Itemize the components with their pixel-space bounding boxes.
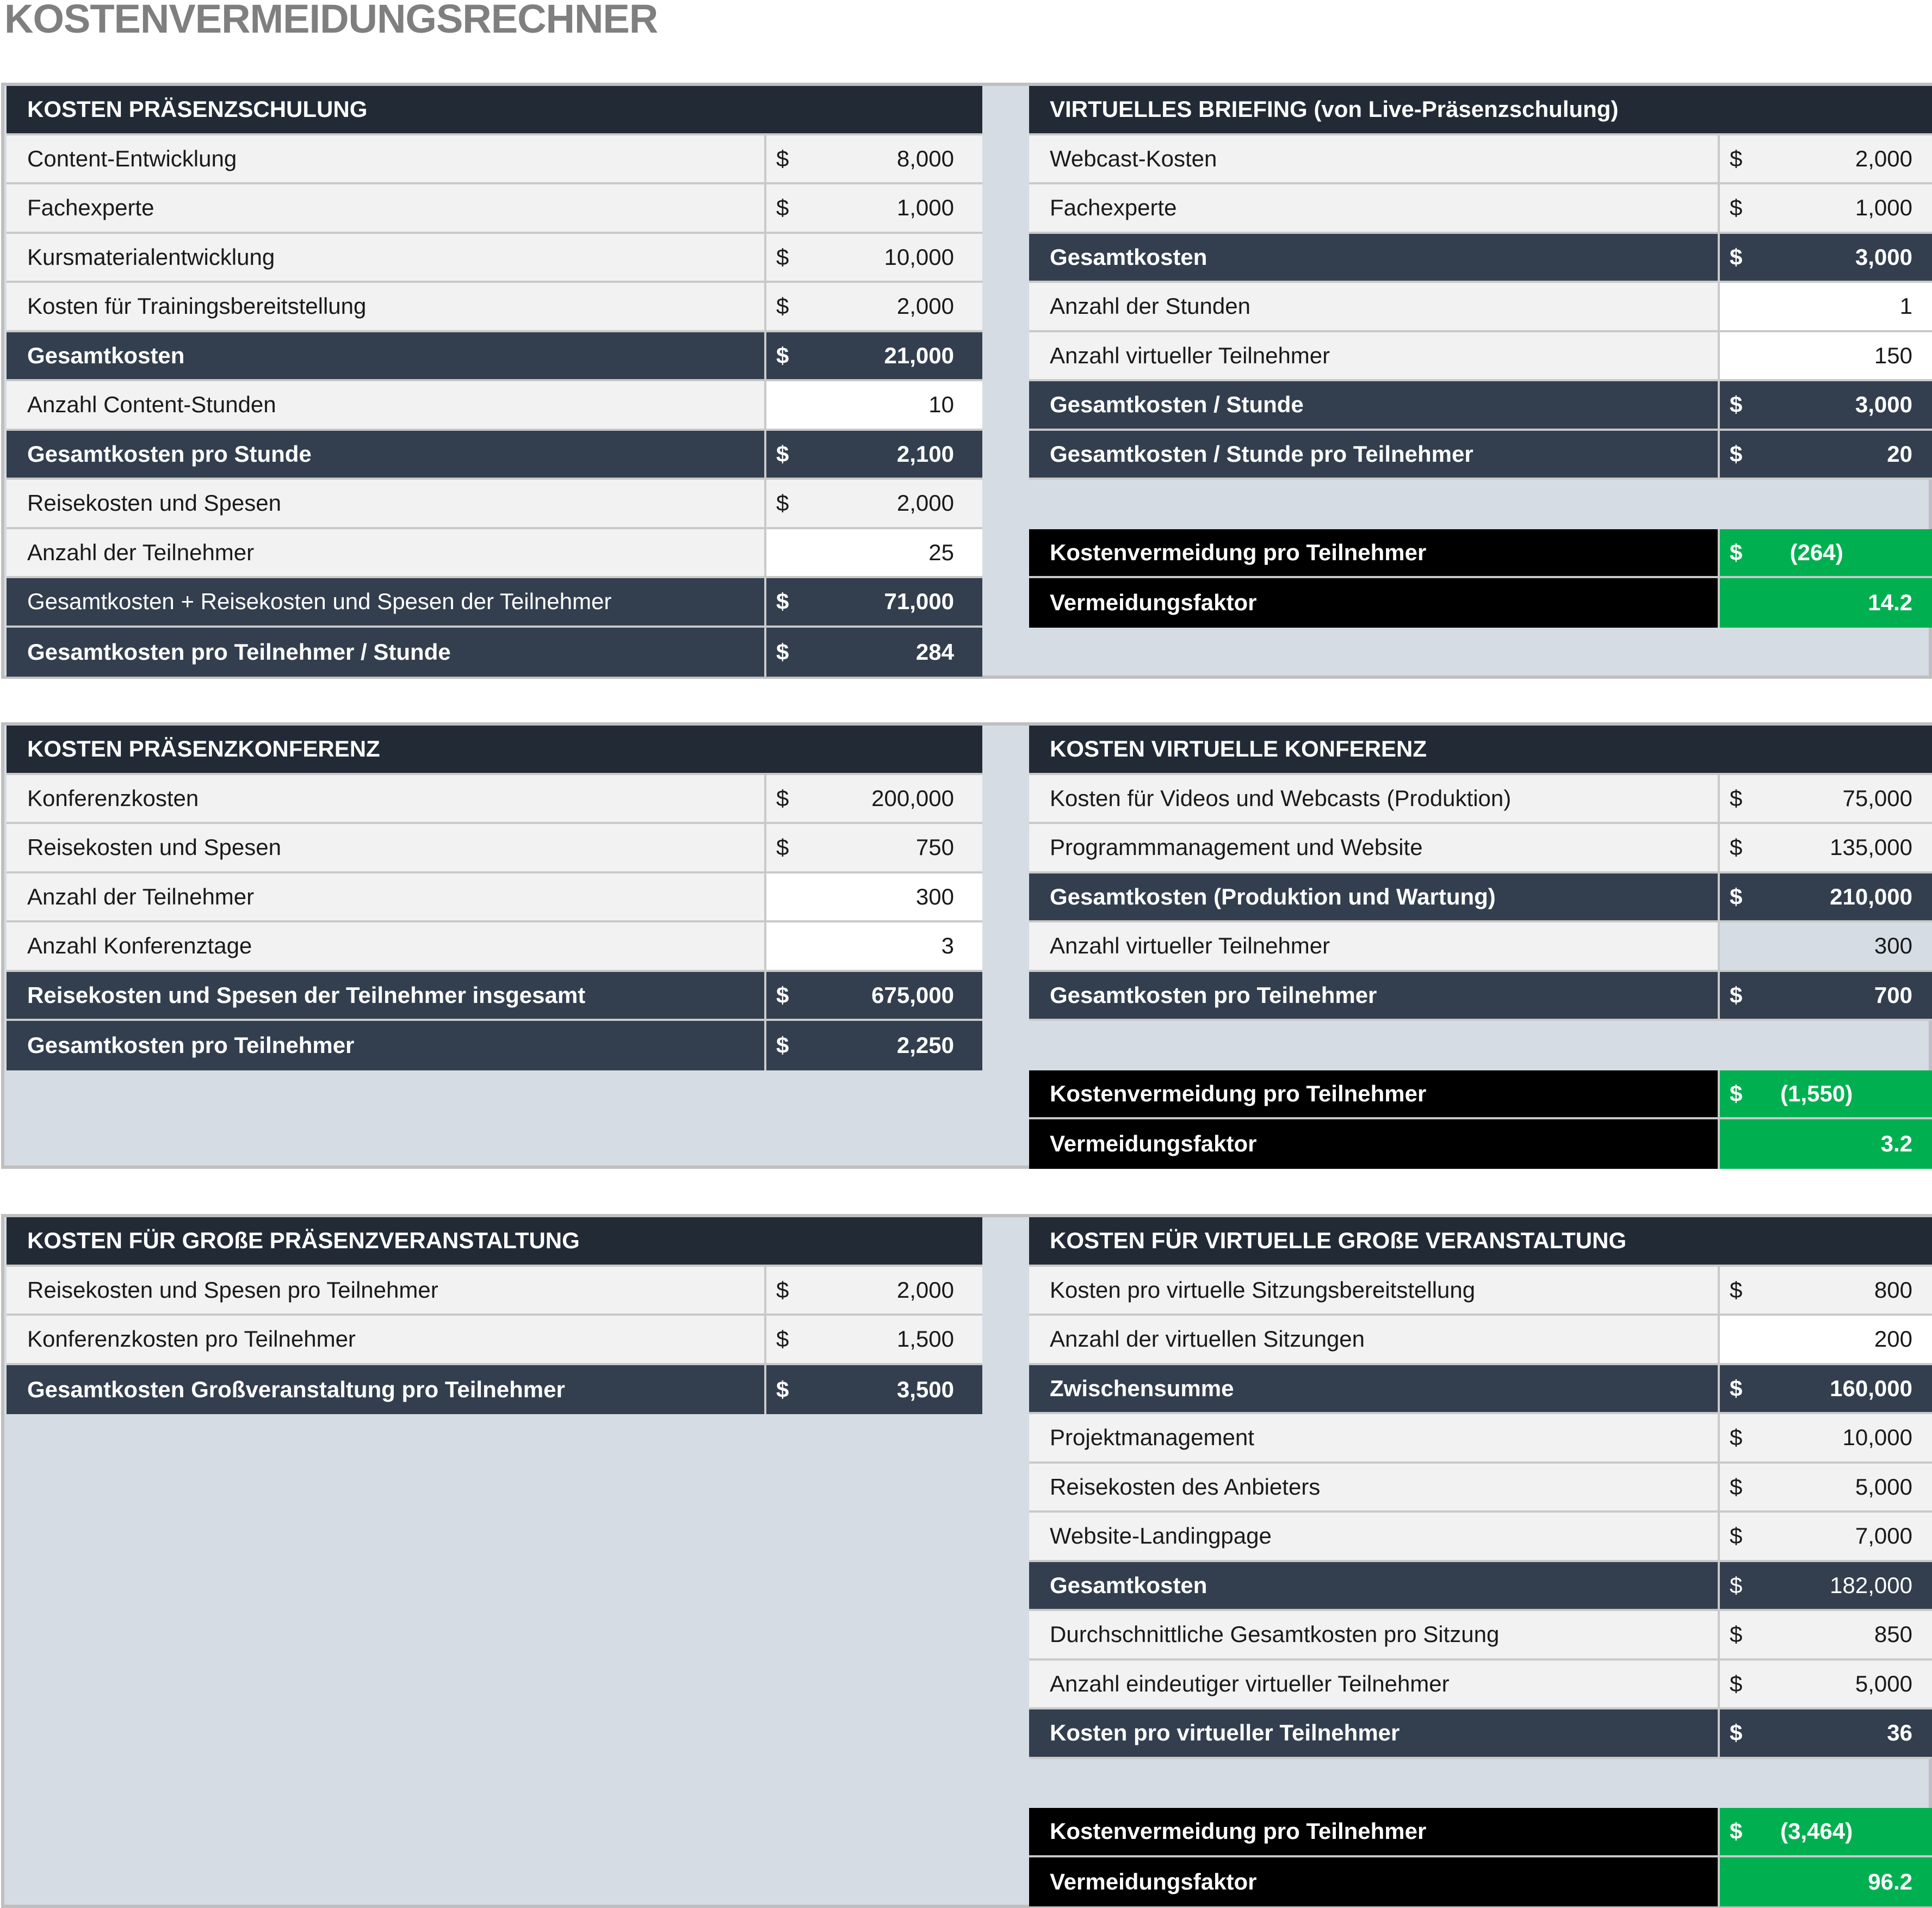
row-label: Gesamtkosten pro Teilnehmer bbox=[27, 1032, 355, 1058]
row-label: Kostenvermeidung pro Teilnehmer bbox=[1050, 1818, 1427, 1844]
total-row bbox=[7, 332, 982, 382]
value-cell bbox=[1718, 431, 1932, 478]
row-value: 10,000 bbox=[884, 244, 954, 270]
table-header: KOSTEN VIRTUELLE KONFERENZ bbox=[1029, 726, 1932, 775]
row-value: 25 bbox=[928, 539, 954, 565]
row-value: 1,500 bbox=[896, 1326, 954, 1352]
row-label: Zwischensumme bbox=[1050, 1375, 1234, 1401]
table-row bbox=[1029, 135, 1932, 185]
currency-symbol: $ bbox=[1730, 1523, 1743, 1549]
value-cell bbox=[764, 972, 982, 1019]
savings-row bbox=[1029, 1070, 1932, 1120]
table-row bbox=[7, 234, 982, 283]
value-cell[interactable] bbox=[1718, 184, 1932, 232]
row-label: Kosten pro virtuelle Sitzungsbereitstellung bbox=[1050, 1277, 1476, 1303]
row-label: Gesamtkosten Großveranstaltung pro Teilnehmer bbox=[27, 1376, 565, 1402]
row-label: Reisekosten und Spesen der Teilnehmer insgesamt bbox=[27, 982, 586, 1008]
row-value: 850 bbox=[1874, 1621, 1912, 1647]
currency-symbol: $ bbox=[1730, 1720, 1743, 1746]
row-label: Konferenzkosten pro Teilnehmer bbox=[27, 1326, 356, 1352]
currency-symbol: $ bbox=[1730, 1473, 1743, 1500]
value-cell[interactable] bbox=[1718, 1316, 1932, 1363]
row-value: 10 bbox=[928, 392, 954, 418]
value-cell[interactable] bbox=[1718, 1414, 1932, 1461]
row-value: 150 bbox=[1874, 342, 1912, 368]
currency-symbol: $ bbox=[776, 834, 789, 860]
currency-symbol: $ bbox=[776, 293, 789, 319]
row-value: (3,464) bbox=[1780, 1818, 1853, 1844]
row-value: 300 bbox=[1874, 933, 1912, 959]
row-value: 20 bbox=[1887, 441, 1912, 467]
factor-row bbox=[1029, 1857, 1932, 1907]
section-training bbox=[1, 83, 1932, 679]
row-label: Kostenvermeidung pro Teilnehmer bbox=[1050, 539, 1427, 565]
row-label: Kosten für Trainingsbereitstellung bbox=[27, 293, 367, 319]
savings-row bbox=[1029, 529, 1932, 579]
row-label: Vermeidungsfaktor bbox=[1050, 1868, 1257, 1894]
row-label: Anzahl eindeutiger virtueller Teilnehmer bbox=[1050, 1670, 1450, 1696]
table-row bbox=[7, 283, 982, 332]
currency-symbol: $ bbox=[776, 244, 789, 270]
row-value: 8,000 bbox=[896, 145, 954, 171]
virtual-briefing-table bbox=[1029, 86, 1932, 628]
row-value: 75,000 bbox=[1842, 785, 1912, 811]
row-value: 5,000 bbox=[1855, 1670, 1912, 1696]
currency-symbol: $ bbox=[1730, 539, 1743, 565]
row-label: Website-Landingpage bbox=[1050, 1523, 1272, 1549]
row-value: 2,000 bbox=[896, 490, 954, 516]
value-cell bbox=[1718, 1562, 1932, 1609]
row-value: 5,000 bbox=[1855, 1473, 1912, 1500]
value-cell[interactable] bbox=[764, 1267, 982, 1314]
row-value: 210,000 bbox=[1830, 883, 1912, 909]
row-value: 200,000 bbox=[871, 785, 954, 811]
factor-value bbox=[1718, 578, 1932, 628]
currency-symbol: $ bbox=[1730, 1080, 1743, 1106]
value-cell bbox=[1718, 874, 1932, 921]
currency-symbol: $ bbox=[1730, 1670, 1743, 1696]
total-row bbox=[1029, 234, 1932, 283]
savings-row bbox=[1029, 1808, 1932, 1857]
row-value: 2,000 bbox=[1855, 145, 1912, 171]
currency-symbol: $ bbox=[1730, 785, 1743, 811]
row-label: Gesamtkosten (Produktion und Wartung) bbox=[1050, 883, 1496, 909]
table-row bbox=[7, 381, 982, 431]
row-value: (1,550) bbox=[1780, 1080, 1853, 1106]
value-cell bbox=[1718, 1365, 1932, 1413]
table-row bbox=[1029, 922, 1932, 972]
currency-symbol: $ bbox=[1730, 145, 1743, 171]
row-label: Kosten pro virtueller Teilnehmer bbox=[1050, 1720, 1400, 1746]
row-value: 135,000 bbox=[1830, 834, 1912, 860]
currency-symbol: $ bbox=[776, 145, 789, 171]
table-row bbox=[7, 824, 982, 874]
row-label: Webcast-Kosten bbox=[1050, 145, 1217, 171]
value-cell bbox=[764, 1021, 982, 1070]
row-label: Reisekosten und Spesen bbox=[27, 490, 281, 516]
row-label: Anzahl Content-Stunden bbox=[27, 392, 276, 418]
section-large-event bbox=[1, 1214, 1932, 1908]
row-value: 182,000 bbox=[1830, 1572, 1912, 1598]
in-person-large-event-table bbox=[7, 1217, 982, 1414]
value-cell[interactable] bbox=[764, 480, 982, 527]
row-label: Fachexperte bbox=[1050, 195, 1177, 221]
value-cell[interactable] bbox=[1718, 1611, 1932, 1658]
row-label: Reisekosten und Spesen pro Teilnehmer bbox=[27, 1277, 438, 1303]
row-label: Anzahl Konferenztage bbox=[27, 933, 252, 959]
value-cell[interactable] bbox=[1718, 1661, 1932, 1708]
row-label: Kosten für Videos und Webcasts (Produktion) bbox=[1050, 785, 1512, 811]
table-header: KOSTEN FÜR VIRTUELLE GROßE VERANSTALTUNG bbox=[1029, 1217, 1932, 1267]
in-person-training-table bbox=[7, 86, 982, 677]
currency-symbol: $ bbox=[776, 1376, 789, 1402]
row-value: 1 bbox=[1899, 293, 1912, 319]
row-value: (264) bbox=[1789, 539, 1843, 565]
row-value: 14.2 bbox=[1868, 590, 1912, 616]
row-value: 2,000 bbox=[896, 293, 954, 319]
currency-symbol: $ bbox=[1730, 1818, 1743, 1844]
value-cell[interactable] bbox=[1718, 1513, 1932, 1560]
currency-symbol: $ bbox=[776, 1277, 789, 1303]
row-value: 750 bbox=[915, 834, 954, 860]
row-value: 2,000 bbox=[896, 1277, 954, 1303]
row-value: 36 bbox=[1887, 1720, 1912, 1746]
value-cell[interactable] bbox=[764, 135, 982, 183]
table-row bbox=[7, 135, 982, 185]
row-label: Durchschnittliche Gesamtkosten pro Sitzung bbox=[1050, 1621, 1500, 1647]
row-label: Konferenzkosten bbox=[27, 785, 199, 811]
table-row bbox=[7, 529, 982, 579]
table-row bbox=[1029, 775, 1932, 825]
row-label: Kostenvermeidung pro Teilnehmer bbox=[1050, 1080, 1427, 1106]
total-row bbox=[7, 1365, 982, 1415]
factor-row bbox=[1029, 1119, 1932, 1169]
row-value: 1,000 bbox=[1855, 195, 1912, 221]
currency-symbol: $ bbox=[776, 785, 789, 811]
value-cell[interactable] bbox=[764, 824, 982, 871]
currency-symbol: $ bbox=[1730, 1424, 1743, 1451]
row-value: 2,250 bbox=[896, 1032, 954, 1058]
table-row bbox=[7, 480, 982, 529]
value-cell[interactable] bbox=[764, 775, 982, 822]
page-title: KOSTENVERMEIDUNGSRECHNER bbox=[4, 0, 658, 41]
factor-row bbox=[1029, 578, 1932, 628]
table-row bbox=[1029, 184, 1932, 234]
table-header: KOSTEN PRÄSENZKONFERENZ bbox=[7, 726, 982, 775]
value-cell bbox=[764, 332, 982, 380]
row-value: 3.2 bbox=[1880, 1131, 1912, 1157]
row-label: Anzahl der Stunden bbox=[1050, 293, 1250, 319]
table-row bbox=[1029, 1513, 1932, 1562]
row-value: 3 bbox=[941, 933, 954, 959]
row-label: Gesamtkosten pro Teilnehmer bbox=[1050, 982, 1377, 1008]
currency-symbol: $ bbox=[1730, 1572, 1743, 1598]
row-value: 3,000 bbox=[1855, 244, 1912, 270]
currency-symbol: $ bbox=[776, 490, 789, 516]
virtual-conference-table bbox=[1029, 726, 1932, 1169]
table-header: VIRTUELLES BRIEFING (von Live-Präsenzschulung) bbox=[1029, 86, 1932, 135]
row-value: 3,000 bbox=[1855, 392, 1912, 418]
currency-symbol: $ bbox=[776, 1032, 789, 1058]
total-row bbox=[7, 1021, 982, 1070]
row-value: 7,000 bbox=[1855, 1523, 1912, 1549]
table-row bbox=[1029, 824, 1932, 874]
row-value: 10,000 bbox=[1842, 1424, 1912, 1451]
row-value: 96.2 bbox=[1868, 1868, 1912, 1894]
savings-value bbox=[1718, 529, 1932, 577]
total-row bbox=[1029, 874, 1932, 923]
value-cell bbox=[764, 628, 982, 677]
value-cell[interactable] bbox=[1718, 824, 1932, 871]
value-cell[interactable] bbox=[764, 529, 982, 577]
total-row bbox=[7, 431, 982, 480]
row-label: Anzahl der Teilnehmer bbox=[27, 539, 255, 565]
currency-symbol: $ bbox=[1730, 883, 1743, 909]
factor-value bbox=[1718, 1857, 1932, 1907]
table-row bbox=[7, 874, 982, 923]
currency-symbol: $ bbox=[1730, 834, 1743, 860]
row-value: 1,000 bbox=[896, 195, 954, 221]
table-row bbox=[7, 1267, 982, 1316]
row-label: Anzahl virtueller Teilnehmer bbox=[1050, 933, 1330, 959]
row-label: Gesamtkosten bbox=[1050, 244, 1208, 270]
row-label: Content-Entwicklung bbox=[27, 145, 237, 171]
table-row bbox=[1029, 1464, 1932, 1513]
table-row bbox=[1029, 332, 1932, 382]
row-value: 300 bbox=[915, 883, 954, 909]
row-label: Vermeidungsfaktor bbox=[1050, 590, 1257, 616]
value-cell[interactable] bbox=[764, 922, 982, 970]
table-row bbox=[7, 775, 982, 825]
currency-symbol: $ bbox=[1730, 982, 1743, 1008]
row-label: Anzahl der Teilnehmer bbox=[27, 883, 255, 909]
row-label: Gesamtkosten pro Stunde bbox=[27, 441, 312, 467]
row-value: 675,000 bbox=[871, 982, 954, 1008]
row-value: 21,000 bbox=[884, 342, 954, 368]
row-value: 3,500 bbox=[896, 1376, 954, 1402]
value-cell bbox=[1718, 234, 1932, 281]
currency-symbol: $ bbox=[1730, 1277, 1743, 1303]
row-label: Anzahl der virtuellen Sitzungen bbox=[1050, 1326, 1365, 1352]
row-label: Gesamtkosten + Reisekosten und Spesen der Teilnehmer bbox=[27, 588, 612, 615]
table-row bbox=[1029, 1661, 1932, 1710]
row-value: 284 bbox=[915, 639, 954, 665]
value-cell[interactable] bbox=[764, 283, 982, 330]
row-label: Gesamtkosten / Stunde pro Teilnehmer bbox=[1050, 441, 1473, 467]
factor-value bbox=[1718, 1119, 1932, 1169]
currency-symbol: $ bbox=[776, 342, 789, 368]
row-label: Programmmanagement und Website bbox=[1050, 834, 1423, 860]
currency-symbol: $ bbox=[776, 588, 789, 615]
savings-value bbox=[1718, 1070, 1932, 1118]
row-label: Gesamtkosten bbox=[1050, 1572, 1208, 1598]
value-cell[interactable] bbox=[764, 874, 982, 921]
savings-value bbox=[1718, 1808, 1932, 1855]
value-cell bbox=[1718, 922, 1932, 970]
currency-symbol: $ bbox=[776, 441, 789, 467]
currency-symbol: $ bbox=[1730, 1621, 1743, 1647]
value-cell bbox=[764, 431, 982, 478]
value-cell[interactable] bbox=[764, 184, 982, 232]
currency-symbol: $ bbox=[1730, 195, 1743, 221]
row-value: 160,000 bbox=[1830, 1375, 1912, 1401]
currency-symbol: $ bbox=[1730, 244, 1743, 270]
total-row bbox=[1029, 1365, 1932, 1415]
in-person-conference-table bbox=[7, 726, 982, 1070]
row-label: Kursmaterialentwicklung bbox=[27, 244, 275, 270]
row-value: 71,000 bbox=[884, 588, 954, 615]
value-cell[interactable] bbox=[1718, 135, 1932, 183]
row-label: Gesamtkosten pro Teilnehmer / Stunde bbox=[27, 639, 451, 665]
spacer bbox=[1029, 1021, 1932, 1070]
total-row bbox=[1029, 381, 1932, 431]
table-row bbox=[7, 1316, 982, 1365]
section-conference bbox=[1, 722, 1932, 1169]
table-row bbox=[1029, 1414, 1932, 1464]
table-row bbox=[7, 184, 982, 234]
row-label: Gesamtkosten / Stunde bbox=[1050, 392, 1304, 418]
currency-symbol: $ bbox=[776, 982, 789, 1008]
currency-symbol: $ bbox=[776, 639, 789, 665]
total-row bbox=[1029, 431, 1932, 480]
total-row bbox=[1029, 1709, 1932, 1759]
table-row bbox=[1029, 1316, 1932, 1365]
row-value: 2,100 bbox=[896, 441, 954, 467]
row-label: Reisekosten des Anbieters bbox=[1050, 1473, 1321, 1500]
value-cell bbox=[1718, 972, 1932, 1019]
row-value: 800 bbox=[1874, 1277, 1912, 1303]
total-row bbox=[7, 972, 982, 1021]
currency-symbol: $ bbox=[776, 195, 789, 221]
table-row bbox=[7, 922, 982, 972]
value-cell[interactable] bbox=[764, 381, 982, 429]
value-cell[interactable] bbox=[764, 1316, 982, 1363]
row-label: Anzahl virtueller Teilnehmer bbox=[1050, 342, 1330, 368]
table-row bbox=[1029, 1267, 1932, 1316]
row-value: 200 bbox=[1874, 1326, 1912, 1352]
value-cell bbox=[764, 578, 982, 625]
value-cell[interactable] bbox=[1718, 283, 1932, 330]
row-label: Vermeidungsfaktor bbox=[1050, 1131, 1257, 1157]
row-label: Gesamtkosten bbox=[27, 342, 185, 368]
table-row bbox=[1029, 283, 1932, 332]
total-row bbox=[7, 628, 982, 677]
value-cell[interactable] bbox=[764, 234, 982, 281]
value-cell bbox=[1718, 1709, 1932, 1757]
value-cell bbox=[764, 1365, 982, 1415]
value-cell[interactable] bbox=[1718, 1464, 1932, 1511]
currency-symbol: $ bbox=[1730, 441, 1743, 467]
row-label: Reisekosten und Spesen bbox=[27, 834, 281, 860]
table-row bbox=[1029, 1611, 1932, 1661]
currency-symbol: $ bbox=[1730, 1375, 1743, 1401]
total-row bbox=[1029, 972, 1932, 1021]
spacer bbox=[1029, 480, 1932, 529]
total-row bbox=[7, 578, 982, 628]
total-row bbox=[1029, 1562, 1932, 1612]
table-header: KOSTEN PRÄSENZSCHULUNG bbox=[7, 86, 982, 135]
row-label: Projektmanagement bbox=[1050, 1424, 1254, 1451]
virtual-large-event-table bbox=[1029, 1217, 1932, 1906]
table-header: KOSTEN FÜR GROßE PRÄSENZVERANSTALTUNG bbox=[7, 1217, 982, 1267]
value-cell[interactable] bbox=[1718, 1267, 1932, 1314]
value-cell[interactable] bbox=[1718, 775, 1932, 822]
spacer bbox=[1029, 1759, 1932, 1808]
currency-symbol: $ bbox=[776, 1326, 789, 1352]
currency-symbol: $ bbox=[1730, 392, 1743, 418]
value-cell bbox=[1718, 381, 1932, 429]
row-value: 700 bbox=[1874, 982, 1912, 1008]
value-cell[interactable] bbox=[1718, 332, 1932, 380]
row-label: Fachexperte bbox=[27, 195, 154, 221]
